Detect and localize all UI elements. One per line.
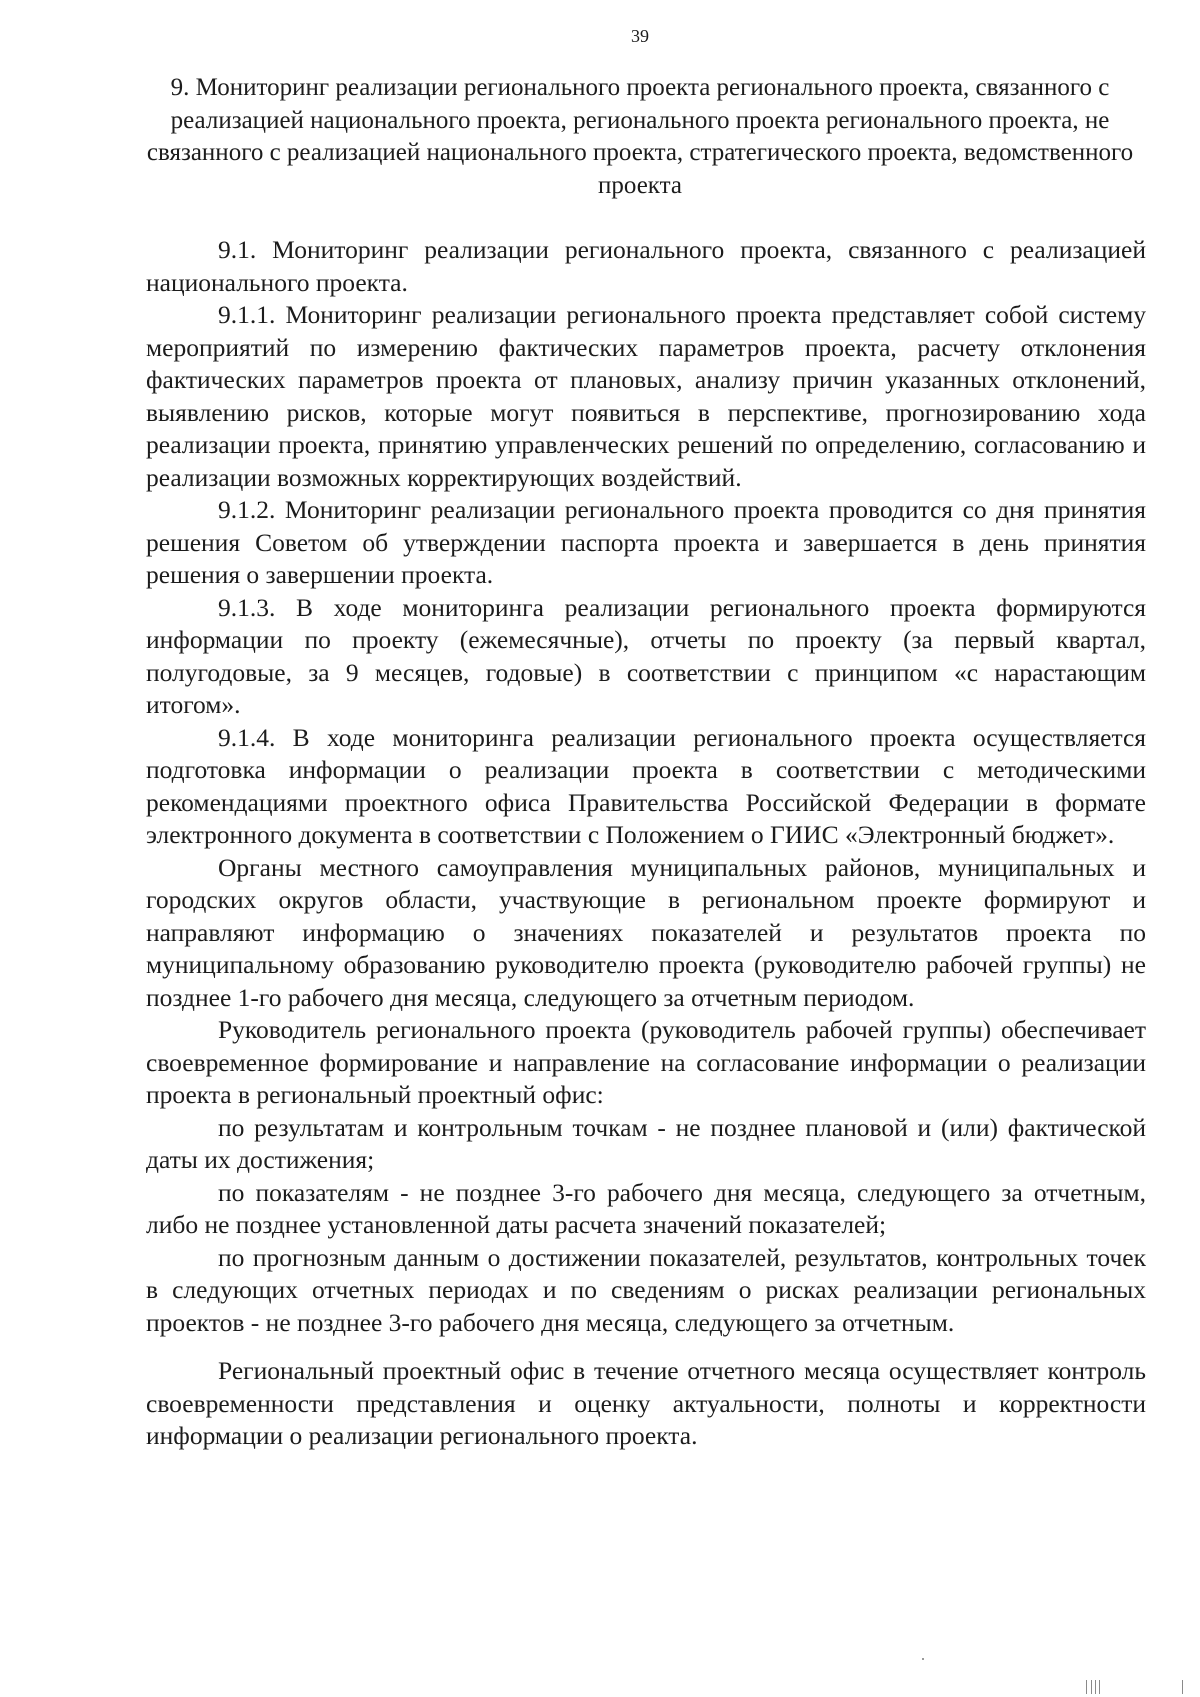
- paragraph-9-1-4: 9.1.4. В ходе мониторинга реализации регионального проекта осуществляется подготовка информации о реализации проекта в соответствии с методическими рекомендациями проектного офиса Правительства Российской Федерации в формате электронного документа в соответствии с Положением о ГИИС «Электронный бюджет».: [146, 722, 1146, 849]
- list-item-indicators: по показателям - не позднее 3-го рабочего дня месяца, следующего за отчетным, либо не позднее установленной даты расчета значений показателей;: [146, 1177, 1146, 1239]
- paragraph-municipal-bodies: Органы местного самоуправления муниципальных районов, муниципальных и городских округов области, участвующие в региональном проекте формируют и направляют информацию о значениях показателей и результатов проекта по муниципальному образованию руководителю проекта (руководителю рабочей группы) не позднее 1-го рабочего дня месяца, следующего за отчетным периодом.: [146, 852, 1146, 1012]
- document-body: [146, 234, 1146, 1453]
- paragraph-9-1-3: 9.1.3. В ходе мониторинга реализации регионального проекта формируются информации по проекту (ежемесячные), отчеты по проекту (за первый квартал, полугодовые, за 9 месяцев, годовые) в соответствии с принципом «с нарастающим итогом».: [146, 592, 1146, 719]
- list-item-forecast-data: по прогнозным данным о достижении показателей, результатов, контрольных точек в следующих отчетных периодах и по сведениям о рисках реализации региональных проектов - не позднее 3-го рабочего дня месяца, следующего за отчетным.: [146, 1242, 1146, 1337]
- paragraph-9-1: 9.1. Мониторинг реализации регионального проекта, связанного с реализацией национального проекта.: [146, 235, 1146, 297]
- paragraph-project-head: Руководитель регионального проекта (руководитель рабочей группы) обеспечивает своевременное формирование и направление на согласование информации о реализации проекта в региональный проектный офис:: [146, 1015, 1146, 1109]
- paragraph-9-1-1: 9.1.1. Мониторинг реализации регионального проекта представляет собой систему мероприятий по измерению фактических параметров проекта, расчету отклонения фактических параметров проекта от плановых, анализу причин указанных отклонений, выявлению рисков, которые могут появиться в перспективе, прогнозированию хода реализации проекта, принятию управленческих решений по определению, согласованию и реализации возможных корректирующих воздействий.: [146, 300, 1146, 492]
- scan-edge-marks: [1086, 1680, 1186, 1694]
- paragraph-gap: [146, 1339, 1146, 1355]
- page-number: 39: [631, 26, 649, 46]
- scan-speck: [922, 1658, 924, 1660]
- section-title: 9. Мониторинг реализации регионального проекта регионального проекта, связанного с реализацией национального проекта, регионального проекта регионального проекта, не связанного с реализацией национального проекта, стратегического проекта, ведомственного проекта: [146, 74, 1134, 199]
- paragraph-9-1-2: 9.1.2. Мониторинг реализации регионального проекта проводится со дня принятия решения Советом об утверждении паспорта проекта и завершается в день принятия решения о завершении проекта.: [146, 495, 1146, 589]
- list-item-results-checkpoints: по результатам и контрольным точкам - не позднее плановой и (или) фактической даты их достижения;: [146, 1112, 1146, 1174]
- paragraph-regional-office: Региональный проектный офис в течение отчетного месяца осуществляет контроль своевременности представления и оценку актуальности, полноты и корректности информации о реализации регионального проекта.: [146, 1356, 1146, 1450]
